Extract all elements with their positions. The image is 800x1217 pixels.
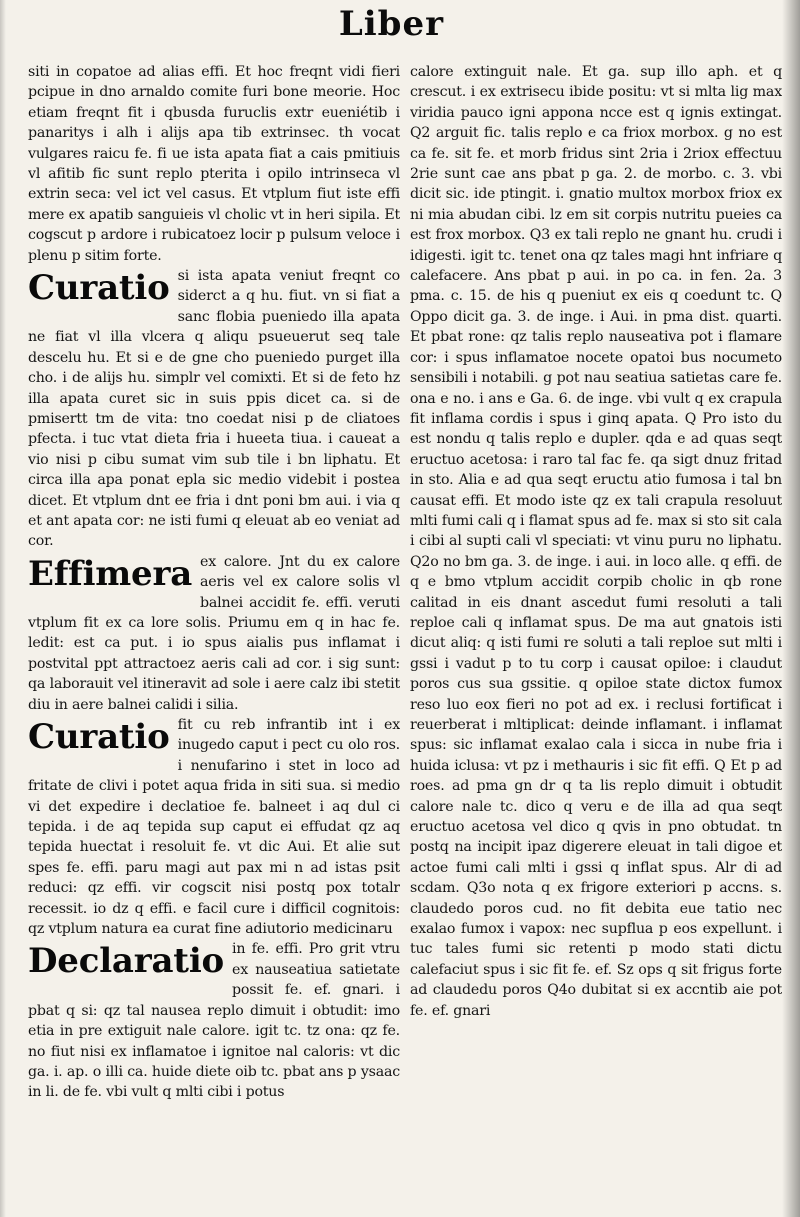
page-left-edge — [0, 0, 6, 1217]
right-column-text: calore extinguit nale. Et ga. sup illo aph. et q crescut. i ex extrisecu ibide positu: vt si mlta lig max viridia pauco igni appona ncce est q ignis extingat. Q2 arguit fic. talis replo e ca friox morbox. g no est ca fe. sit fe. et morb fridus sint 2ria i 2riox effectuu 2rie sunt cae ans pbat p ga. 2. de morbo. c. 3. vbi dicit sic. ide ptingit. i. gnatio multox morbox friox ex ni mia abudan cibi. lz em sit corpis nutritu pueies ca est frox morbox. Q3 ex tali replo ne gnant hu. crudi i idigesti. igit tc. tenet ona qz tales magi hnt infriare q calefacere. Ans pbat p aui. in po ca. in fen. 2a. 3 pma. c. 15. de his q pueniut ex eis q coedunt tc. Q Oppo dicit ga. 3. de inge. i Aui. in pma dist. quarti. Et pbat rone: qz talis replo nauseativa pot i flamare cor: i spus inflamatoe nocete opatoi bus nocumeto sensibili i notabili. g pot nau seatiua satietas care fe. ona e no. i ans e Ga. 6. de inge. vbi vult q ex crapula fit inflama cordis i spus i ginq apata. Q Pro isto du est nondu q talis replo e dupler. qda e ad quas seqt eructuo acetosa: i raro tal fac fe. qa sigt dnuz fritad in sto. Alia e ad qua seqt eructu atio fumosa i tal bn causat effi. Et modo iste qz ex tali crapula resoluut mlti fumi cali q i flamat spus ad fe. max si sto sit cala i cibi al supti cali vl speciati: vt vinu puru no liphatu. Q2o no bm ga. 3. de inge. i aui. in loco alle. q effi. de q e bmo vtplum accidit corpib cholic in qb rone calitad in eis dnant ascedut fumi resoluti a tali reploe cali q inflamat spus. De ma aut gnatois isti dicut aliq: q isti fumi re soluti a tali reploe sut mlti i gssi i vadut p to tu corp i causat opiloe: i claudut poros cus sua gssitie. q opiloe state dictox fumox reso luo eox fieri no pot ad ex. i reclusi fortificat i reuerberat i mltiplicat: deinde inflamant. i inflamat spus: sic inflamat exalao cala i sicca in nube fria i huida iclusa: vt pz i methauris i sic fit effi. Q Et p ad roes. ad pma gn dr q ta lis replo dimuit i obtudit calore nale tc. dico q veru e de illa ad qua seqt eructuo acetosa vel dico q qvis in pno obtudat. tn postq na incipit ipaz digerere eleuat in tali digoe et actoe fumi cali mlti i gssi q inflat spus. Alr di ad scdam. Q3o nota q ex frigore exteriori p accns. s. claudedo poros cud. no fit debita eue tatio nec exalao fumox i vapox: nec supflua p eos expellunt. i tuc tales fumi sic retenti p modo stati dictu calefaciut spus i sic fit fe. ef. Sz ops q sit frigus forte ad claudedu poros Q4o dubitat si ex accntib aie pot fe. ef. gnari — [410, 64, 782, 1019]
page-binding-shadow — [782, 0, 800, 1217]
section-heading-effimera: Effimera — [28, 553, 193, 594]
left-intro-paragraph: siti in copatoe ad alias effi. Et hoc freqnt vidi fieri pcipue in dno arnaldo comite furi bone meorie. Hoc etiam freqnt fit i qbusda furuclis extr eueniétib i panaritys i alh i alijs apa tib extrinsec. th vocat vulgares raicu fe. fi ue ista apata fiat a cais pmitiuis vl afitib fic sunt replo pterita i opilo intrinseca vl extrin seca: vel ict vel casus. Et vtplum fiut iste effi mere ex apatib sanguieis vl cholic vt in heri sipila. Et cogscut p ardore i rubicatoez locir p pulsum veloce i plenu p sitim forte. — [28, 64, 400, 264]
section-effimera — [28, 552, 400, 715]
section-curatio-2 — [28, 715, 400, 939]
running-head: Liber — [338, 4, 444, 44]
section-heading-curatio-2: Curatio — [28, 717, 170, 757]
left-column — [28, 62, 400, 1177]
section-heading-curatio-1: Curatio — [28, 268, 170, 309]
right-column — [410, 62, 782, 1177]
section-heading-declaratio: Declaratio — [28, 941, 225, 982]
section-text-curatio-1: si ista apata veniut freqnt co siderct a q hu. fiut. vn si fiat a sanc flobia pueniedo illa apata ne fiat vl illa vlcera q aliqu psueuerut seq tale descelu hu. Et si e de gne cho pueniedo purget illa cho. i de alijs hu. simplr vel comixti. Et si de feto hz illa apata curet sic in suis ppis dicet ca. si de pmisertt tm de vita: tno coedat nisi p de cliatoes pfecta. i tuc vtat dieta fria i hueeta tiua. i caueat a vio nisi p cibu sumat vim sub tile i bn liphatu. Et circa illa apa ponat epla sic medio videbit i postea dicet. Et vtplum dnt ee fria i dnt poni bm aui. i via q et ant apata cor: ne isti fumi q eleuat ab eo veniat ad cor. — [28, 268, 400, 550]
section-curatio-1 — [28, 266, 400, 552]
section-text-effimera: ex calore. Jnt du ex calore aeris vel ex calore solis vl balnei accidit fe. effi. veruti vtplum fit ex ca lore solis. Priumu em q in hac fe. ledit: est ca put. i io spus aialis pus inflamat i postvital ppt attractoez aeris cali ad cor. i sig sunt: qa laborauit vel itineravit ad sole i aere calz ibi stetit diu in aere balnei calidi i silia. — [28, 553, 400, 713]
section-text-declaratio: in fe. effi. Pro grit vtru ex nauseatiua satietate possit fe. ef. gnari. i pbat q si: qz tal nausea replo dimuit i obtudit: imo etia in pre extiguit nale calore. igit tc. tz ona: qz fe. no fiut nisi ex inflamatoe i ignitoe nal caloris: vt dic ga. i. ap. o illi ca. huide diete oib tc. pbat ans p ysaac in li. de fe. vbi vult q mlti cibi i potus — [28, 941, 400, 1101]
section-declaratio — [28, 939, 400, 1102]
section-text-curatio-2: fit cu reb infrantib int i ex inugedo caput i pect cu olo ros. i nenufarino i stet in loco ad fritate de clivi i potet aqua frida in siti sua. si medio vi det expedire i declatioe fe. balneet i aq dul ci tepida. i de aq tepida sup caput ei effudat qz aq tepida huectat i resoluit fe. vt dic Aui. Et alie sut spes fe. effi. paru magi aut pax mi n ad istas psit reduci: qz effi. vir cogscit nisi postq pox totalr recessit. io dz q effi. e facil cure i difficil cognitois: qz vtplum natura ea curat fine adiutorio medicinaru — [28, 717, 400, 938]
